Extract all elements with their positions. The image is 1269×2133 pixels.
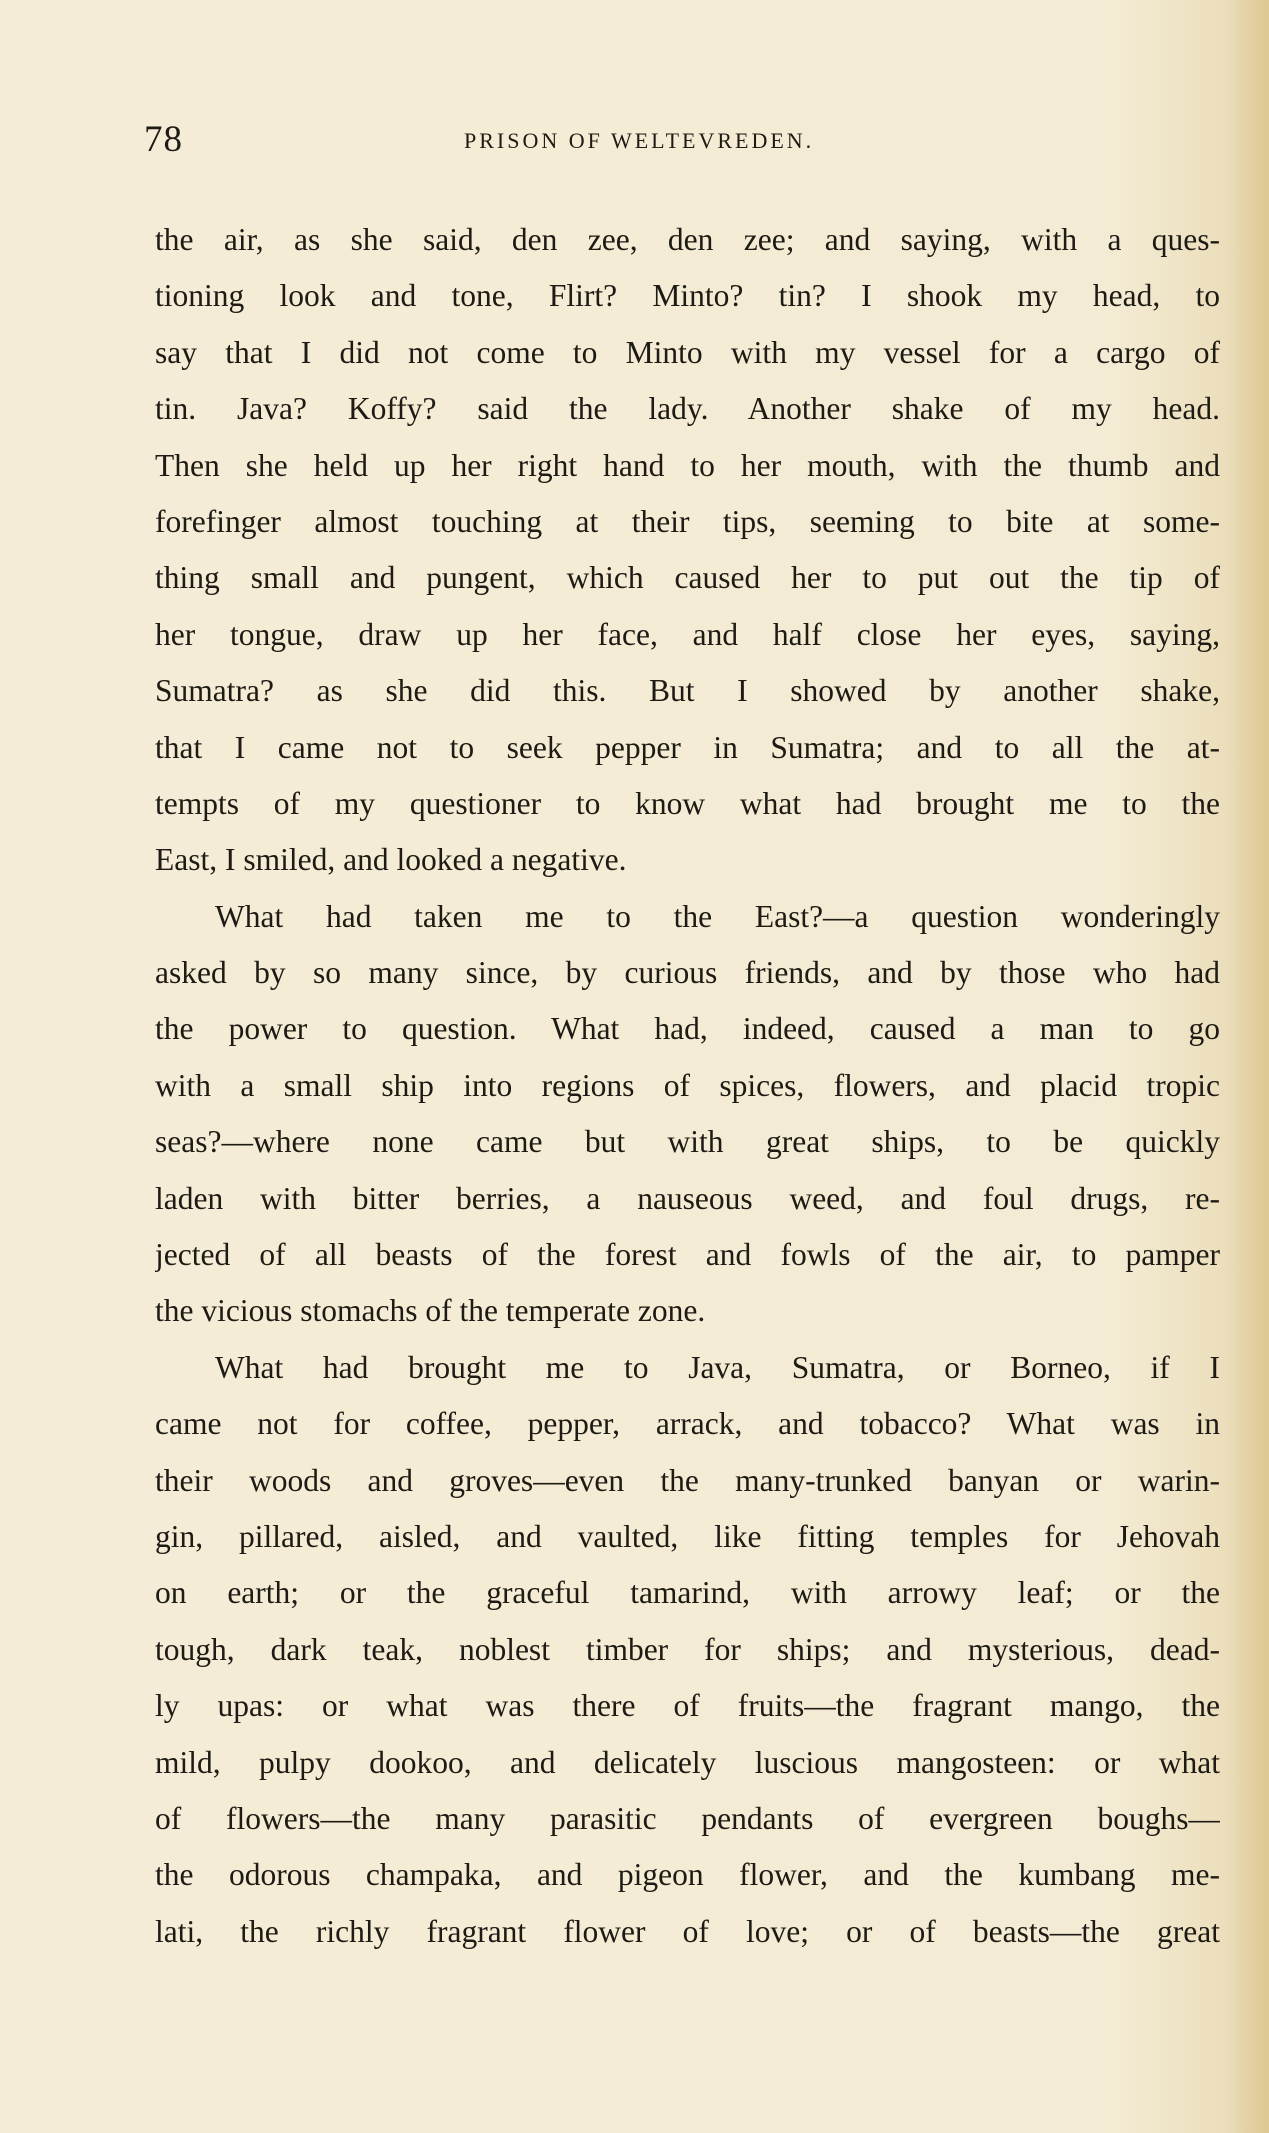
- paragraph-end-line: East, I smiled, and looked a negative.: [155, 842, 627, 878]
- text-line: laden with bitter berries, a nauseous weed, and foul drugs, re-: [155, 1180, 1220, 1216]
- paragraph-start-line: What had brought me to Java, Sumatra, or Borneo, if I: [215, 1349, 1220, 1385]
- text-line: her tongue, draw up her face, and half close her eyes, saying,: [155, 616, 1220, 652]
- running-header: [144, 118, 1222, 168]
- paragraph-end-line: the vicious stomachs of the temperate zone.: [155, 1293, 706, 1329]
- text-line: their woods and groves—even the many-trunked banyan or warin-: [155, 1462, 1220, 1498]
- text-line: forefinger almost touching at their tips, seeming to bite at some-: [155, 503, 1220, 539]
- text-line: the air, as she said, den zee, den zee; and saying, with a ques-: [155, 222, 1220, 257]
- text-line: with a small ship into regions of spices, flowers, and placid tropic: [155, 1067, 1220, 1103]
- text-line: tin. Java? Koffy? said the lady. Another shake of my head.: [155, 391, 1220, 427]
- text-line: mild, pulpy dookoo, and delicately luscious mangosteen: or what: [155, 1744, 1220, 1780]
- text-line: the odorous champaka, and pigeon flower, and the kumbang me-: [155, 1857, 1220, 1893]
- text-line: Then she held up her right hand to her mouth, with the thumb and: [155, 447, 1220, 483]
- text-line: lati, the richly fragrant flower of love; or of beasts—the great: [155, 1913, 1220, 1949]
- text-line: Sumatra? as she did this. But I showed by another shake,: [155, 673, 1220, 709]
- text-line: say that I did not come to Minto with my vessel for a cargo of: [155, 334, 1220, 370]
- text-line: seas?—where none came but with great ships, to be quickly: [155, 1124, 1220, 1160]
- text-line: ly upas: or what was there of fruits—the fragrant mango, the: [155, 1688, 1220, 1724]
- running-title: PRISON OF WELTEVREDEN.: [464, 128, 815, 153]
- text-line: tempts of my questioner to know what had brought me to the: [155, 785, 1220, 821]
- text-line: on earth; or the graceful tamarind, with arrowy leaf; or the: [155, 1575, 1220, 1611]
- text-line: thing small and pungent, which caused her to put out the tip of: [155, 560, 1220, 596]
- text-line: that I came not to seek pepper in Sumatra; and to all the at-: [155, 729, 1220, 765]
- text-line: came not for coffee, pepper, arrack, and tobacco? What was in: [155, 1406, 1220, 1442]
- paragraph-start-line: What had taken me to the East?—a question wonderingly: [215, 898, 1220, 934]
- text-line: asked by so many since, by curious friends, and by those who had: [155, 955, 1220, 991]
- page-number: 78: [144, 119, 183, 160]
- text-line: of flowers—the many parasitic pendants of evergreen boughs—: [155, 1800, 1220, 1836]
- body-text: [155, 212, 1220, 1960]
- text-line: tough, dark teak, noblest timber for ships; and mysterious, dead-: [155, 1631, 1220, 1667]
- page-edge-shading: [1229, 0, 1269, 2133]
- text-line: gin, pillared, aisled, and vaulted, like fitting temples for Jehovah: [155, 1518, 1220, 1554]
- text-line: jected of all beasts of the forest and fowls of the air, to pamper: [155, 1237, 1220, 1273]
- text-line: the power to question. What had, indeed, caused a man to go: [155, 1011, 1220, 1047]
- text-line: tioning look and tone, Flirt? Minto? tin? I shook my head, to: [155, 278, 1220, 314]
